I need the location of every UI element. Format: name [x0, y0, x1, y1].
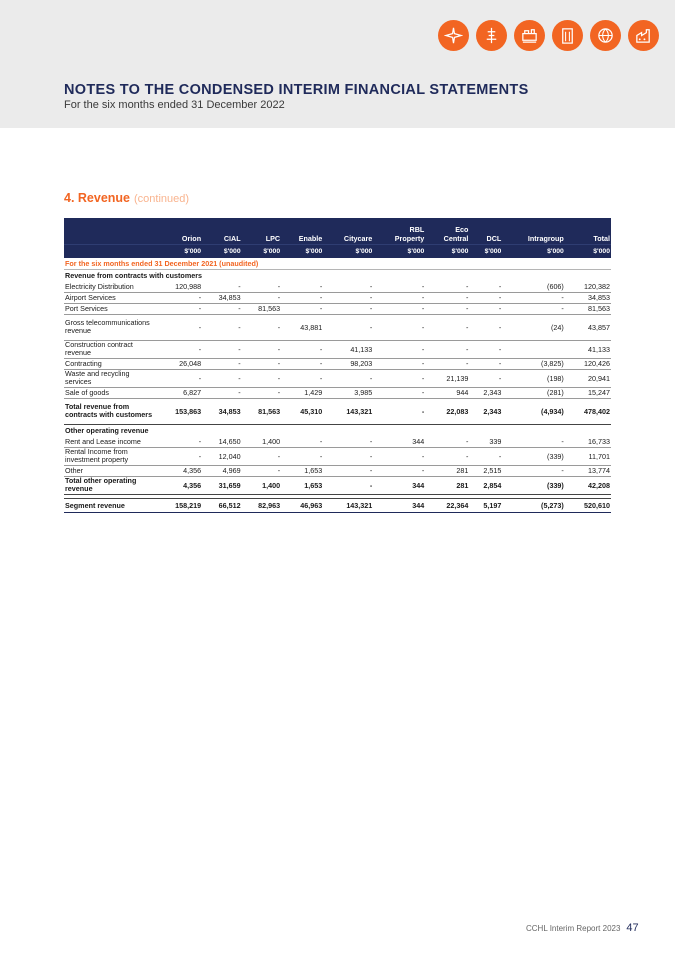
column-unit: $'000 [469, 244, 502, 258]
row-label: Sale of goods [64, 387, 156, 398]
column-header [373, 218, 425, 244]
table-cell: - [156, 314, 202, 340]
table-cell: 2,854 [469, 476, 502, 494]
table-cell: (339) [502, 447, 565, 465]
column-unit: $'000 [565, 244, 611, 258]
section-title: 4. Revenue [64, 191, 131, 205]
table-cell: 15,247 [565, 387, 611, 398]
table-cell: - [281, 436, 323, 447]
table-cell: 34,853 [202, 292, 242, 303]
table-row [64, 303, 611, 314]
table-cell: 143,321 [323, 398, 373, 424]
table-cell: - [202, 369, 242, 387]
table-cell: 944 [425, 387, 469, 398]
table-cell: - [156, 303, 202, 314]
report-name: CCHL Interim Report 2023 [526, 924, 621, 933]
table-cell: - [323, 314, 373, 340]
table-cell: 153,863 [156, 398, 202, 424]
table-cell: - [469, 281, 502, 292]
table-cell: 344 [373, 476, 425, 494]
table-cell: - [242, 447, 282, 465]
table-cell: 2,343 [469, 387, 502, 398]
row-label: Gross telecommunications revenue [64, 314, 156, 340]
table-row [64, 314, 611, 340]
table-cell: - [156, 447, 202, 465]
table-cell: - [242, 369, 282, 387]
table-cell: 1,429 [281, 387, 323, 398]
table-cell: 2,515 [469, 465, 502, 476]
table-cell: 339 [469, 436, 502, 447]
table-cell: 1,400 [242, 476, 282, 494]
table-row [64, 465, 611, 476]
group-row-label: Other operating revenue [65, 425, 149, 435]
table-row [64, 358, 611, 369]
table-cell: 1,400 [242, 436, 282, 447]
table-cell: 98,203 [323, 358, 373, 369]
section-heading [64, 191, 189, 205]
total-row [64, 398, 611, 424]
tree-icon[interactable] [476, 20, 507, 51]
table-cell: - [469, 447, 502, 465]
table-cell: - [373, 292, 425, 303]
table-cell: - [323, 436, 373, 447]
table-cell: - [502, 436, 565, 447]
table-cell: 81,563 [565, 303, 611, 314]
table-cell: - [242, 465, 282, 476]
group-row [64, 424, 611, 436]
table-row [64, 281, 611, 292]
table-cell: 478,402 [565, 398, 611, 424]
period-row-label: For the six months ended 31 December 2021 (unaudited) [64, 258, 611, 269]
table-cell: 6,827 [156, 387, 202, 398]
table-cell: 120,988 [156, 281, 202, 292]
table-cell: (606) [502, 281, 565, 292]
table-cell: 281 [425, 476, 469, 494]
page-subtitle: For the six months ended 31 December 2022 [64, 99, 285, 111]
table-row [64, 340, 611, 358]
row-label: Electricity Distribution [64, 281, 156, 292]
table-cell: - [469, 303, 502, 314]
table-cell: - [281, 340, 323, 358]
column-unit: $'000 [156, 244, 202, 258]
table-unit-row [64, 244, 611, 258]
column-header [502, 218, 565, 244]
table-cell: - [469, 314, 502, 340]
table-cell: - [373, 447, 425, 465]
table-cell: 81,563 [242, 398, 282, 424]
table-cell: - [373, 387, 425, 398]
table-cell: 81,563 [242, 303, 282, 314]
table-cell: 20,941 [565, 369, 611, 387]
table-cell: 43,881 [281, 314, 323, 340]
column-header-line2: CIAL [223, 233, 241, 243]
table-cell: - [373, 358, 425, 369]
table-cell: - [202, 303, 242, 314]
column-header-line2: LPC [265, 233, 281, 243]
column-header-line2: DCL [486, 233, 502, 243]
table-cell: - [373, 303, 425, 314]
table-cell: 13,774 [565, 465, 611, 476]
row-label: Total other operating revenue [64, 476, 156, 494]
row-label: Contracting [64, 358, 156, 369]
table-cell: - [202, 358, 242, 369]
column-unit: $'000 [425, 244, 469, 258]
row-label: Rent and Lease income [64, 436, 156, 447]
table-cell: 158,219 [156, 498, 202, 512]
table-cell: - [425, 314, 469, 340]
table-body [64, 258, 611, 512]
column-header-line2: Total [593, 233, 610, 243]
table-cell: 4,356 [156, 476, 202, 494]
table-cell: - [242, 387, 282, 398]
table-cell: 344 [373, 498, 425, 512]
table-cell: 120,382 [565, 281, 611, 292]
table-cell: - [202, 340, 242, 358]
column-header [281, 218, 323, 244]
table-row [64, 369, 611, 387]
table-cell: (5,273) [502, 498, 565, 512]
column-unit: $'000 [502, 244, 565, 258]
column-header [156, 218, 202, 244]
table-cell: 4,969 [202, 465, 242, 476]
table-cell: - [242, 314, 282, 340]
column-unit: $'000 [202, 244, 242, 258]
building-icon[interactable] [552, 20, 583, 51]
table-cell: - [469, 292, 502, 303]
table-cell: - [323, 292, 373, 303]
table-cell: 14,650 [202, 436, 242, 447]
page-footer [526, 922, 639, 934]
section-continued: (continued) [134, 193, 190, 205]
table-cell: - [323, 447, 373, 465]
table-cell: - [242, 358, 282, 369]
table-cell: - [373, 281, 425, 292]
table-cell: 143,321 [323, 498, 373, 512]
table-cell: 1,653 [281, 476, 323, 494]
table-cell: - [373, 340, 425, 358]
table-cell: - [202, 387, 242, 398]
column-header [565, 218, 611, 244]
table-cell: - [281, 281, 323, 292]
table-cell: 21,139 [425, 369, 469, 387]
table-cell: - [323, 476, 373, 494]
table-cell: - [373, 465, 425, 476]
page-title: NOTES TO THE CONDENSED INTERIM FINANCIAL STATEMENTS [64, 82, 529, 98]
column-header-line1: Eco [455, 224, 469, 234]
table-cell: 34,853 [202, 398, 242, 424]
table-cell: - [425, 292, 469, 303]
row-label: Other [64, 465, 156, 476]
table-cell: - [156, 292, 202, 303]
table-cell: - [281, 292, 323, 303]
factory-icon[interactable] [628, 20, 659, 51]
table-cell: - [323, 303, 373, 314]
header-blank [64, 244, 156, 258]
table-cell: - [323, 369, 373, 387]
table-cell: 3,985 [323, 387, 373, 398]
table-cell: (24) [502, 314, 565, 340]
table-cell: 5,197 [469, 498, 502, 512]
total-row [64, 476, 611, 494]
train-icon[interactable] [514, 20, 545, 51]
table-row [64, 447, 611, 465]
table-cell: 45,310 [281, 398, 323, 424]
table-cell: - [202, 314, 242, 340]
table-cell: 82,963 [242, 498, 282, 512]
column-unit: $'000 [323, 244, 373, 258]
table-cell: 520,610 [565, 498, 611, 512]
revenue-table [64, 218, 611, 513]
table-cell: - [373, 314, 425, 340]
table-cell: - [281, 369, 323, 387]
table-cell: 16,733 [565, 436, 611, 447]
table-cell: - [502, 292, 565, 303]
table-cell: - [502, 303, 565, 314]
group-row [64, 269, 611, 281]
table-cell: - [323, 281, 373, 292]
row-label: Rental Income from investment property [64, 447, 156, 465]
table-cell: - [323, 465, 373, 476]
row-label: Construction contract revenue [64, 340, 156, 358]
row-label: Total revenue from contracts with customers [64, 398, 156, 424]
table-row [64, 387, 611, 398]
column-header-line2: Orion [181, 233, 202, 243]
table-cell: 66,512 [202, 498, 242, 512]
segment-row [64, 498, 611, 512]
table-cell: - [156, 340, 202, 358]
period-row [64, 258, 611, 269]
row-label: Airport Services [64, 292, 156, 303]
table-cell: - [425, 436, 469, 447]
row-label: Port Services [64, 303, 156, 314]
table-cell: (339) [502, 476, 565, 494]
table-cell: 4,356 [156, 465, 202, 476]
table-cell: 26,048 [156, 358, 202, 369]
table-cell: - [502, 465, 565, 476]
table-cell: (4,934) [502, 398, 565, 424]
group-row-label: Revenue from contracts with customers [65, 270, 202, 280]
table-cell: 46,963 [281, 498, 323, 512]
column-unit: $'000 [281, 244, 323, 258]
table-cell: 34,853 [565, 292, 611, 303]
table-cell: 43,857 [565, 314, 611, 340]
plane-icon[interactable] [438, 20, 469, 51]
column-header-line2: Citycare [343, 233, 373, 243]
table-cell: - [373, 369, 425, 387]
table-cell: 281 [425, 465, 469, 476]
column-unit: $'000 [242, 244, 282, 258]
table-cell: - [373, 398, 425, 424]
row-label: Segment revenue [64, 498, 156, 512]
column-header [469, 218, 502, 244]
table-cell: - [242, 292, 282, 303]
column-header-line2: Intragroup [527, 233, 564, 243]
table-cell: - [469, 369, 502, 387]
table-cell: 22,083 [425, 398, 469, 424]
table-cell: 2,343 [469, 398, 502, 424]
column-header [242, 218, 282, 244]
table-cell: - [425, 281, 469, 292]
header-icons [438, 20, 659, 51]
table-cell: - [242, 340, 282, 358]
table-row [64, 292, 611, 303]
table-cell: 120,426 [565, 358, 611, 369]
table-cell: - [425, 358, 469, 369]
table-cell: - [281, 303, 323, 314]
table-cell: - [281, 358, 323, 369]
table-cell: - [156, 436, 202, 447]
table-cell: - [242, 281, 282, 292]
table-row [64, 436, 611, 447]
table-cell: - [425, 303, 469, 314]
column-unit: $'000 [373, 244, 425, 258]
table-cell: - [425, 340, 469, 358]
table-cell: 12,040 [202, 447, 242, 465]
column-header [323, 218, 373, 244]
header-blank [64, 218, 156, 244]
table-cell: (198) [502, 369, 565, 387]
globe-icon[interactable] [590, 20, 621, 51]
table-header-row [64, 218, 611, 244]
column-header-line2: Enable [298, 233, 323, 243]
column-header [425, 218, 469, 244]
table-cell: 41,133 [323, 340, 373, 358]
table-cell: (3,825) [502, 358, 565, 369]
table-cell: 1,653 [281, 465, 323, 476]
column-header-line2: Property [394, 233, 425, 243]
table-cell: 11,701 [565, 447, 611, 465]
table-cell: 22,364 [425, 498, 469, 512]
table-cell: - [425, 447, 469, 465]
table-cell: - [469, 340, 502, 358]
page-number: 47 [626, 922, 639, 934]
column-header [202, 218, 242, 244]
table-cell: - [156, 369, 202, 387]
table-cell: 344 [373, 436, 425, 447]
table-cell [502, 340, 565, 358]
table-cell: 42,208 [565, 476, 611, 494]
column-header-line1: RBL [409, 224, 425, 234]
table-cell: - [469, 358, 502, 369]
row-label: Waste and recycling services [64, 369, 156, 387]
table-cell: 41,133 [565, 340, 611, 358]
table-cell: - [281, 447, 323, 465]
table-cell: 31,659 [202, 476, 242, 494]
column-header-line2: Central [443, 233, 469, 243]
table-cell: (281) [502, 387, 565, 398]
table-cell: - [202, 281, 242, 292]
